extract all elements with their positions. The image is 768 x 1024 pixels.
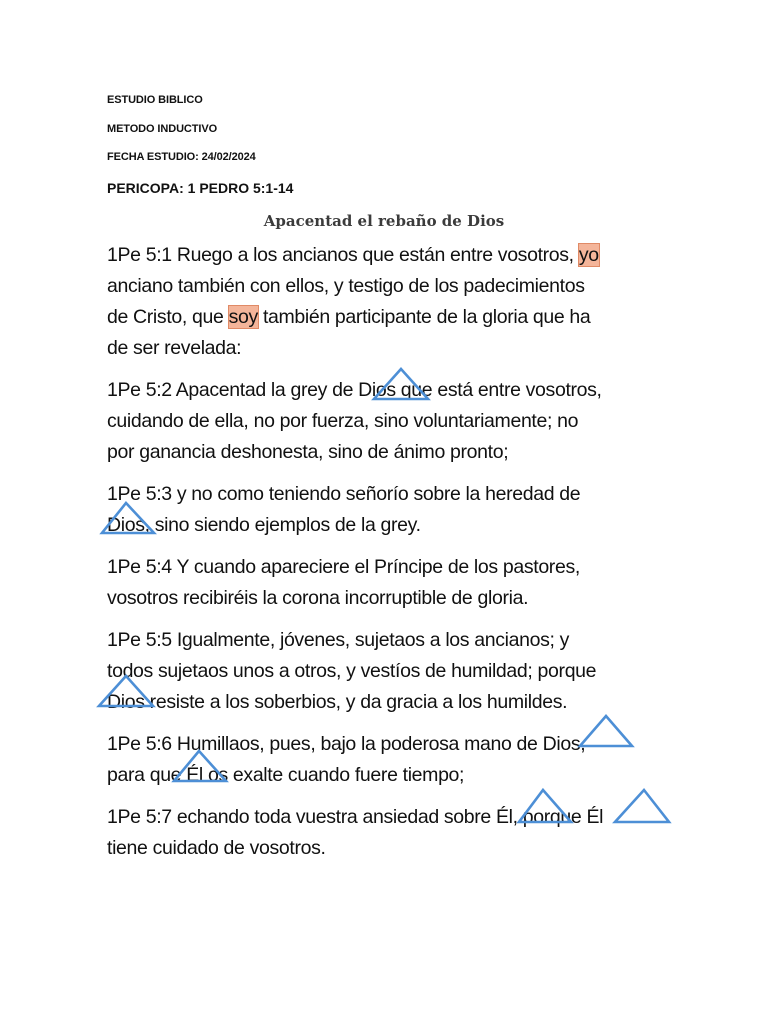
verse-line: Dios, sino siendo ejemplos de la grey. [107,514,421,536]
verse-line: vosotros recibiréis la corona incorruptible de gloria. [107,587,529,609]
verse-line: anciano también con ellos, y testigo de los padecimientos [107,275,585,297]
verse-5-1 [107,240,707,364]
pericopa-heading: PERICOPA: 1 PEDRO 5:1-14 [107,180,294,196]
verse-5-4 [107,552,707,614]
section-title: Apacentad el rebaño de Dios [263,212,505,230]
verse-line: Dios resiste a los soberbios, y da gracia a los humildes. [107,691,568,713]
verse-5-5 [107,625,707,718]
verse-line: cuidando de ella, no por fuerza, sino voluntariamente; no [107,410,579,432]
header-study-date: FECHA ESTUDIO: 24/02/2024 [107,151,256,163]
verse-line: 1Pe 5:5 Igualmente, jóvenes, sujetaos a los ancianos; y [107,629,570,651]
verse-line: 1Pe 5:3 y no como teniendo señorío sobre la heredad de [107,483,581,505]
header-method: METODO INDUCTIVO [107,123,218,135]
header-study-type: ESTUDIO BIBLICO [107,94,203,106]
verse-5-7 [107,802,707,864]
verse-line: de ser revelada: [107,337,242,359]
verse-line: 1Pe 5:6 Humillaos, pues, bajo la poderosa mano de Dios, [107,733,586,755]
highlight-yo: yo [578,244,599,266]
verse-list [107,240,707,875]
verse-5-2 [107,375,707,468]
verse-line: todos sujetaos unos a otros, y vestíos de humildad; porque [107,660,597,682]
verse-line: 1Pe 5:1 Ruego a los ancianos que están entre vosotros, yo [107,244,599,266]
verse-5-3 [107,479,707,541]
verse-line: tiene cuidado de vosotros. [107,837,326,859]
verse-5-6 [107,729,707,791]
highlight-soy: soy [228,306,258,328]
verse-line: para que Él os exalte cuando fuere tiempo; [107,764,465,786]
verse-line: de Cristo, que soy también participante de la gloria que ha [107,306,591,328]
verse-line: 1Pe 5:4 Y cuando apareciere el Príncipe de los pastores, [107,556,580,578]
verse-line: 1Pe 5:7 echando toda vuestra ansiedad sobre Él, porque Él [107,806,604,828]
verse-line: 1Pe 5:2 Apacentad la grey de Dios que está entre vosotros, [107,379,602,401]
verse-line: por ganancia deshonesta, sino de ánimo pronto; [107,441,509,463]
